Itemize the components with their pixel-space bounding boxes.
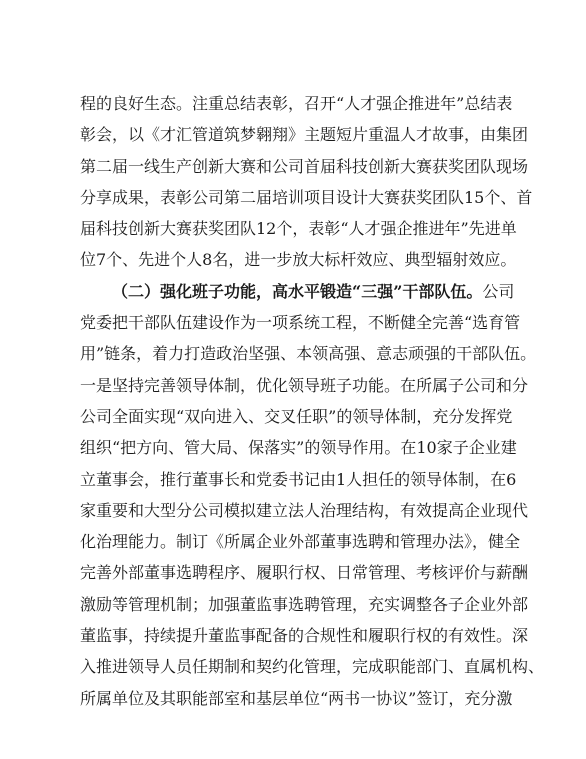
section-heading: （二）强化班子功能，高水平锻造“三强”干部队伍。 xyxy=(112,281,483,301)
text-line: 激励等管理机制；加强董监事选聘管理，充实调整各子企业外部 xyxy=(80,594,529,614)
text-line: 董监事，持续提升董监事配备的合规性和履职行权的有效性。深 xyxy=(80,626,529,646)
text-line: 用”链条，着力打造政治坚强、本领高强、意志顽强的干部队伍。 xyxy=(80,344,537,364)
text-line: 公司全面实现“双向进入、交叉任职”的领导体制，充分发挥党 xyxy=(80,406,513,426)
text-line: 第二届一线生产创新大赛和公司首届科技创新大赛获奖团队现场 xyxy=(80,156,529,176)
text-line: 分享成果，表彰公司第二届培训项目设计大赛获奖团队15个、首 xyxy=(80,187,533,207)
text-line: 完善外部董事选聘程序、履职行权、日常管理、考核评价与薪酬 xyxy=(80,563,529,583)
paragraph-awards xyxy=(80,88,533,276)
text-line: 化治理能力。制订《所属企业外部董事选聘和管理办法》，健全 xyxy=(80,532,521,552)
text-line: 立董事会，推行董事长和党委书记由1人担任的领导体制，在6 xyxy=(80,469,517,489)
text-line: 彰会，以《才汇管道筑梦翱翔》主题短片重温人才故事，由集团 xyxy=(80,125,529,145)
text-line: 一是坚持完善领导体制，优化领导班子功能。在所属子公司和分 xyxy=(80,375,529,395)
text-line: 组织“把方向、管大局、保落实”的领导作用。在10家子企业建 xyxy=(80,438,517,458)
text-line: 程的良好生态。注重总结表彰，召开“人才强企推进年”总结表 xyxy=(80,94,513,113)
text-line: 所属单位及其职能部室和基层单位“两书一协议”签订，充分激 xyxy=(80,688,513,708)
text-line: 入推进领导人员任期制和契约化管理，完成职能部门、直属机构、 xyxy=(80,657,545,677)
text-line: 家重要和大型分公司模拟建立法人治理结构，有效提高企业现代 xyxy=(80,500,529,520)
section-heading-line xyxy=(80,276,515,307)
text-fragment: 公司 xyxy=(482,281,515,301)
text-line: 党委把干部队伍建设作为一项系统工程，不断健全完善“选育管 xyxy=(80,313,521,333)
text-line: 届科技创新大赛获奖团队12个，表彰“人才强企推进年”先进单 xyxy=(80,219,517,239)
document-body xyxy=(80,88,545,714)
text-line: 位7个、先进个人8名，进一步放大标杆效应、典型辐射效应。 xyxy=(80,250,517,270)
paragraph-section-2 xyxy=(80,276,545,714)
